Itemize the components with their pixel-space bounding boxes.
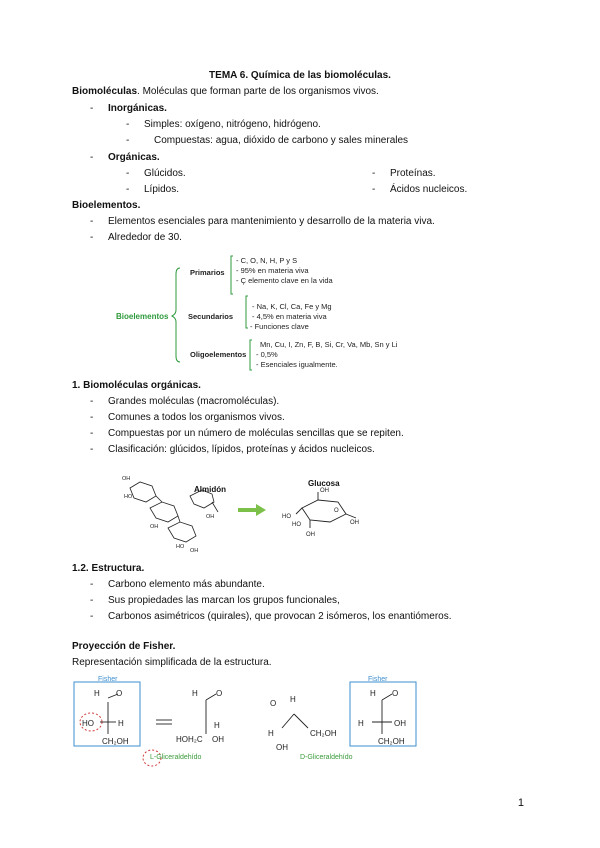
bullet-dash: - <box>90 396 94 407</box>
svg-text:OH: OH <box>190 548 199 554</box>
bioelements-item-2: Alrededor de 30. <box>108 232 182 243</box>
diagram-primarios-label: Primarios <box>190 268 225 277</box>
svg-text:CH₂OH: CH₂OH <box>102 737 129 746</box>
fisher-figure <box>72 670 420 770</box>
svg-text:H: H <box>290 695 296 704</box>
organic-item-acidos: Ácidos nucleicos. <box>390 184 468 195</box>
bullet-dash: - <box>90 152 94 163</box>
svg-text:HOH₂C: HOH₂C <box>176 735 203 744</box>
diagram-primarios-l2: - 95% en materia viva <box>236 266 309 275</box>
bullet-dash: - <box>90 412 94 423</box>
bullet-dash: - <box>90 444 94 455</box>
section12-heading: 1.2. Estructura. <box>72 563 145 574</box>
molecule-drawing <box>120 468 380 554</box>
bullet-dash: - <box>90 595 94 606</box>
bioelements-heading: Bioelementos. <box>72 200 141 211</box>
svg-text:HO: HO <box>292 522 301 528</box>
svg-text:H: H <box>358 719 364 728</box>
section1-item-2: Comunes a todos los organismos vivos. <box>108 412 285 423</box>
svg-text:H: H <box>370 689 376 698</box>
svg-text:O: O <box>116 689 123 698</box>
svg-text:HO: HO <box>176 544 185 550</box>
svg-text:O: O <box>334 508 339 514</box>
bullet-dash: - <box>126 119 130 130</box>
bullet-dash: - <box>90 611 94 622</box>
bullet-dash: - <box>126 184 130 195</box>
svg-text:CH₂OH: CH₂OH <box>378 737 405 746</box>
section12-item-3: Carbonos asimétricos (quirales), que provocan 2 isómeros, los enantiómeros. <box>108 611 452 622</box>
svg-text:O: O <box>270 699 277 708</box>
svg-text:H: H <box>94 689 100 698</box>
inorganic-item-1: Simples: oxígeno, nitrógeno, hidrógeno. <box>144 119 321 130</box>
diagram-secundarios-label: Secundarios <box>188 312 234 321</box>
section1-heading: 1. Biomoléculas orgánicas. <box>72 380 201 391</box>
svg-text:OH: OH <box>350 520 359 526</box>
svg-text:OH: OH <box>306 532 315 538</box>
svg-text:H: H <box>118 719 124 728</box>
organic-item-glucidos: Glúcidos. <box>144 168 186 179</box>
svg-text:OH: OH <box>206 514 215 520</box>
bullet-dash: - <box>90 216 94 227</box>
svg-text:OH: OH <box>212 735 224 744</box>
section1-item-3: Compuestas por un número de moléculas sencillas que se repiten. <box>108 428 404 439</box>
svg-text:OH: OH <box>150 524 159 530</box>
intro-term: Biomoléculas <box>72 86 138 97</box>
bullet-dash: - <box>126 168 130 179</box>
diagram-oligo-label: Oligoelementos <box>190 350 247 359</box>
bullet-dash: - <box>90 232 94 243</box>
svg-text:OH: OH <box>320 488 329 494</box>
diagram-oligo-l3: - Esenciales igualmente. <box>256 360 338 369</box>
diagram-secundarios-l2: - 4,5% en materia viva <box>252 312 327 321</box>
starch-label: Almidón <box>194 485 226 494</box>
section1-item-1: Grandes moléculas (macromoléculas). <box>108 396 280 407</box>
page-title: TEMA 6. Química de las biomoléculas. <box>209 70 391 81</box>
svg-text:HO: HO <box>124 494 133 500</box>
fisher-label-right: Fisher <box>368 676 388 683</box>
fisher-label-left: Fisher <box>98 676 118 683</box>
page-number: 1 <box>517 797 524 809</box>
bullet-dash: - <box>90 428 94 439</box>
inorganic-item-2: Compuestas: agua, dióxido de carbono y sales minerales <box>154 135 409 146</box>
bullet-dash: - <box>372 168 376 179</box>
svg-text:H: H <box>214 721 220 730</box>
section12-item-2: Sus propiedades las marcan los grupos funcionales, <box>108 595 340 606</box>
organic-item-lipidos: Lípidos. <box>144 184 180 195</box>
bullet-dash: - <box>90 103 94 114</box>
diagram-secundarios-l1: - Na, K, Cl, Ca, Fe y Mg <box>252 302 332 311</box>
intro-line <box>72 84 379 100</box>
svg-text:OH: OH <box>276 743 288 752</box>
svg-text:H: H <box>268 729 274 738</box>
svg-text:HO: HO <box>82 719 94 728</box>
bullet-dash: - <box>372 184 376 195</box>
svg-text:O: O <box>392 689 399 698</box>
l-glyceraldehyde-label: L-Gliceraldehído <box>150 754 202 761</box>
section1-item-4: Clasificación: glúcidos, lípidos, proteínas y ácidos nucleicos. <box>108 444 375 455</box>
bioelements-diagram <box>110 248 490 372</box>
glucose-label: Glucosa <box>308 479 340 488</box>
fisher-heading: Proyección de Fisher. <box>72 641 176 652</box>
svg-text:H: H <box>192 689 198 698</box>
diagram-primarios-l3: - Ç elemento clave en la vida <box>236 276 333 285</box>
bioelements-item-1: Elementos esenciales para mantenimiento y desarrollo de la materia viva. <box>108 216 435 227</box>
svg-text:O: O <box>216 689 223 698</box>
svg-text:HO: HO <box>282 514 291 520</box>
organic-item-proteinas: Proteínas. <box>390 168 436 179</box>
diagram-primarios-l1: - C, O, N, H, P y S <box>236 256 298 265</box>
fisher-subtitle: Representación simplificada de la estructura. <box>72 657 272 668</box>
organic-label: Orgánicas. <box>108 152 160 163</box>
intro-definition: . Moléculas que forman parte de los organismos vivos. <box>137 86 379 97</box>
diagram-secundarios-l3: - Funciones clave <box>250 322 309 331</box>
diagram-oligo-l1: Mn, Cu, I, Zn, F, B, Si, Cr, Va, Mb, Sn y Li <box>260 340 398 349</box>
svg-text:OH: OH <box>122 476 131 482</box>
diagram-root: Bioelementos <box>116 312 169 321</box>
diagram-oligo-l2: - 0,5% <box>256 350 278 359</box>
section12-item-1: Carbono elemento más abundante. <box>108 579 265 590</box>
bullet-dash: - <box>126 135 130 146</box>
svg-text:OH: OH <box>394 719 406 728</box>
svg-text:CH₂OH: CH₂OH <box>310 729 337 738</box>
bullet-dash: - <box>90 579 94 590</box>
d-glyceraldehyde-label: D-Gliceraldehído <box>300 754 353 761</box>
inorganic-label: Inorgánicas. <box>108 103 167 114</box>
starch-glucose-figure <box>120 468 380 554</box>
